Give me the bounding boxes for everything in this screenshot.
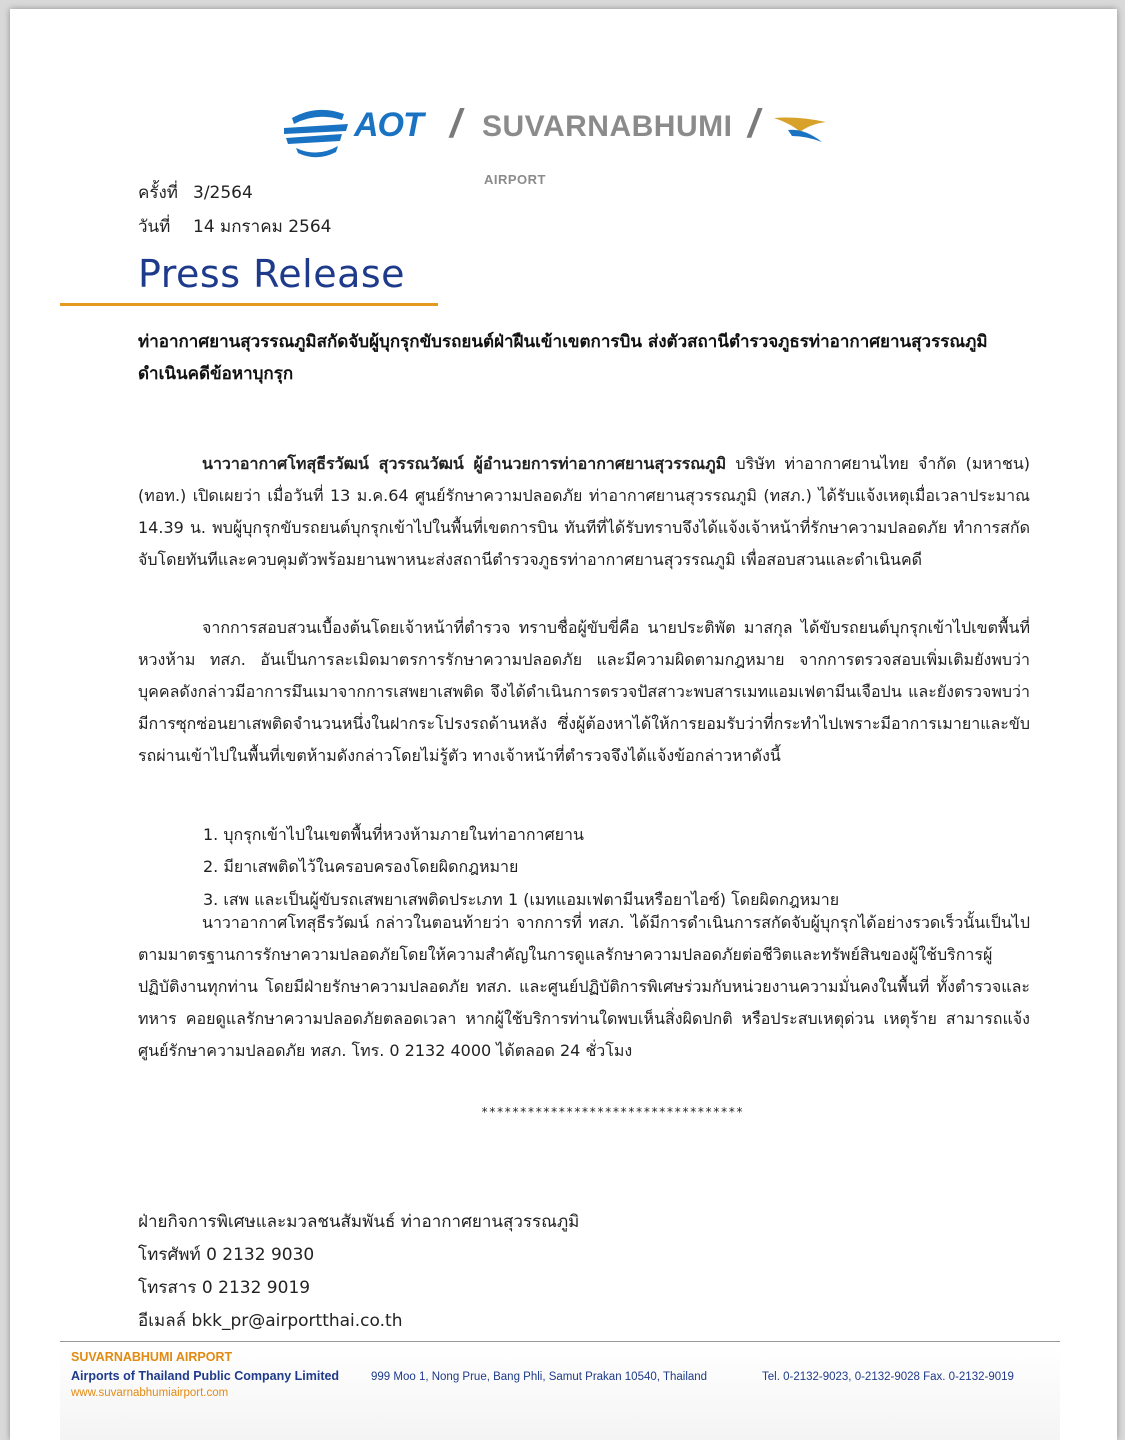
contact-department: ฝ่ายกิจการพิเศษและมวลชนสัมพันธ์ ท่าอากาศยานสุวรรณภูมิ bbox=[138, 1212, 580, 1232]
headline: ท่าอากาศยานสุวรรณภูมิสกัดจับผู้บุกรุกขับรถยนต์ฝ่าฝืนเข้าเขตการบิน ส่งตัวสถานีตำรวจภูธรท่าอากาศยานสุวรรณภูมิ ดำเนินคดีข้อหาบุกรุก bbox=[138, 332, 988, 384]
issue-date bbox=[138, 213, 331, 240]
logo-aot-text: AOT bbox=[354, 106, 423, 144]
press-release-page bbox=[10, 9, 1117, 1440]
footer-phone-fax: Tel. 0-2132-9023, 0-2132-9028 Fax. 0-2132-9019 bbox=[762, 1371, 1014, 1383]
director-name: นาวาอากาศโทสุธีรวัฒน์ สุวรรณวัฒน์ ผู้อำนวยการท่าอากาศยานสุวรรณภูมิ bbox=[202, 454, 727, 473]
body-paragraph-1 bbox=[138, 448, 1030, 576]
issue-number bbox=[138, 179, 253, 206]
issue-label: ครั้งที่ bbox=[138, 183, 179, 203]
logo-slash-1: / bbox=[450, 102, 462, 146]
footer-divider bbox=[60, 1341, 1060, 1342]
logo-slash-2: / bbox=[748, 102, 760, 146]
paragraph-1-text: บริษัท ท่าอากาศยานไทย จำกัด (มหาชน) (ทอท.) เปิดเผยว่า เมื่อวันที่ 13 ม.ค.64 ศูนย์รักษาความปลอดภัย ท่าอากาศยานสุวรรณภูมิ (ทสภ.) ได้รับแจ้งเหตุเมื่อเวลาประมาณ 14.39 น. พบผู้บุกรุกขับรถยนต์บุกรุกเข้าไปในพื้นที่เขตการบิน ทันทีที่ได้รับทราบจึงได้แจ้งเจ้าหน้าที่รักษาความปลอดภัย ทำการสกัดจับโดยทันทีและควบคุมตัวพร้อมยานพาหนะส่งสถานีตำรวจภูธรท่าอากาศยานสุวรรณภูมิ เพื่อสอบสวนและดำเนินคดี bbox=[138, 454, 1030, 569]
footer-website-link[interactable]: www.suvarnabhumiairport.com bbox=[71, 1387, 229, 1399]
logo-airport-text: AIRPORT bbox=[484, 172, 546, 187]
end-separator: ********************************** bbox=[481, 1105, 744, 1119]
footer-address: 999 Moo 1, Nong Prue, Bang Phli, Samut Prakan 10540, Thailand bbox=[371, 1371, 708, 1383]
paragraph-2-text: จากการสอบสวนเบื้องต้นโดยเจ้าหน้าที่ตำรวจ ทราบชื่อผู้ขับขี่คือ นายประติพัต มาสกุล ได้ขับรถยนต์บุกรุกเข้าไปเขตพื้นที่หวงห้าม ทสภ. อันเป็นการละเมิดมาตรการรักษาความปลอดภัย และมีความผิดตามกฎหมาย จากการตรวจสอบเพิ่มเติมยังพบว่าบุคคลดังกล่าวมีอาการมึนเมาจากการเสพยาเสพติด จึงได้ดำเนินการตรวจปัสสาวะพบสารเมทแอมเฟตามีนเจือปน และยังตรวจพบว่ามีการซุกซ่อนยาเสพติดจำนวนหนึ่งในฝากระโปรงรถด้านหลัง ซึ่งผู้ต้องหาได้ให้การยอมรับว่าที่กระทำไปเพราะมีอาการเมายาและขับรถผ่านเข้าไปในพื้นที่เขตห้ามดังกล่าวโดยไม่รู้ตัว ทางเจ้าหน้าที่ตำรวจจึงได้แจ้งข้อกล่าวหาดังนี้ bbox=[138, 618, 1030, 765]
charge-item-3: 3. เสพ และเป็นผู้ขับรถเสพยาเสพติดประเภท 1 (เมทแอมเฟตามีนหรือยาไอซ์) โดยผิดกฎหมาย bbox=[203, 890, 840, 909]
body-paragraph-2 bbox=[138, 612, 1030, 772]
logo-suvarnabhumi-text: SUVARNABHUMI bbox=[482, 110, 733, 143]
aot-suvarnabhumi-logo bbox=[282, 100, 842, 195]
charge-item-1: 1. บุกรุกเข้าไปในเขตพื้นที่หวงห้ามภายในท่าอากาศยาน bbox=[203, 825, 584, 844]
footer-company-name: Airports of Thailand Public Company Limited bbox=[71, 1369, 340, 1383]
press-release-title: Press Release bbox=[138, 252, 406, 296]
contact-phone: โทรศัพท์ 0 2132 9030 bbox=[138, 1245, 315, 1265]
footer-airport-name: SUVARNABHUMI AIRPORT bbox=[71, 1350, 233, 1364]
issue-value: 3/2564 bbox=[193, 183, 253, 203]
press-release-underline bbox=[60, 303, 438, 306]
contact-email[interactable]: อีเมลล์ bkk_pr@airportthai.co.th bbox=[138, 1311, 403, 1331]
charge-item-2: 2. มียาเสพติดไว้ในครอบครองโดยผิดกฎหมาย bbox=[203, 857, 519, 876]
aot-emblem-icon bbox=[282, 100, 352, 160]
date-value: 14 มกราคม 2564 bbox=[193, 217, 332, 237]
suvarnabhumi-bird-icon bbox=[770, 108, 830, 148]
body-paragraph-3 bbox=[138, 907, 1030, 1067]
date-label: วันที่ bbox=[138, 217, 171, 237]
paragraph-3-text: นาวาอากาศโทสุธีรวัฒน์ กล่าวในตอนท้ายว่า จากการที่ ทสภ. ได้มีการดำเนินการสกัดจับผู้บุกรุกได้อย่างรวดเร็วนั้นเป็นไปตามมาตรฐานการรักษาความปลอดภัยโดยให้ความสำคัญในการดูแลรักษาความปลอดภัยต่อชีวิตและทรัพย์สินของผู้ใช้บริการผู้ปฏิบัติงานทุกท่าน โดยมีฝ่ายรักษาความปลอดภัย ทสภ. และศูนย์ปฏิบัติการพิเศษร่วมกับหน่วยงานความมั่นคงในพื้นที่ ทั้งตำรวจและทหาร คอยดูแลรักษาความปลอดภัยตลอดเวลา หากผู้ใช้บริการท่านใดพบเห็นสิ่งผิดปกติ หรือประสบเหตุด่วน เหตุร้าย สามารถแจ้งศูนย์รักษาความปลอดภัย ทสภ. โทร. 0 2132 4000 ได้ตลอด 24 ชั่วโมง bbox=[138, 913, 1030, 1060]
contact-fax: โทรสาร 0 2132 9019 bbox=[138, 1278, 311, 1298]
